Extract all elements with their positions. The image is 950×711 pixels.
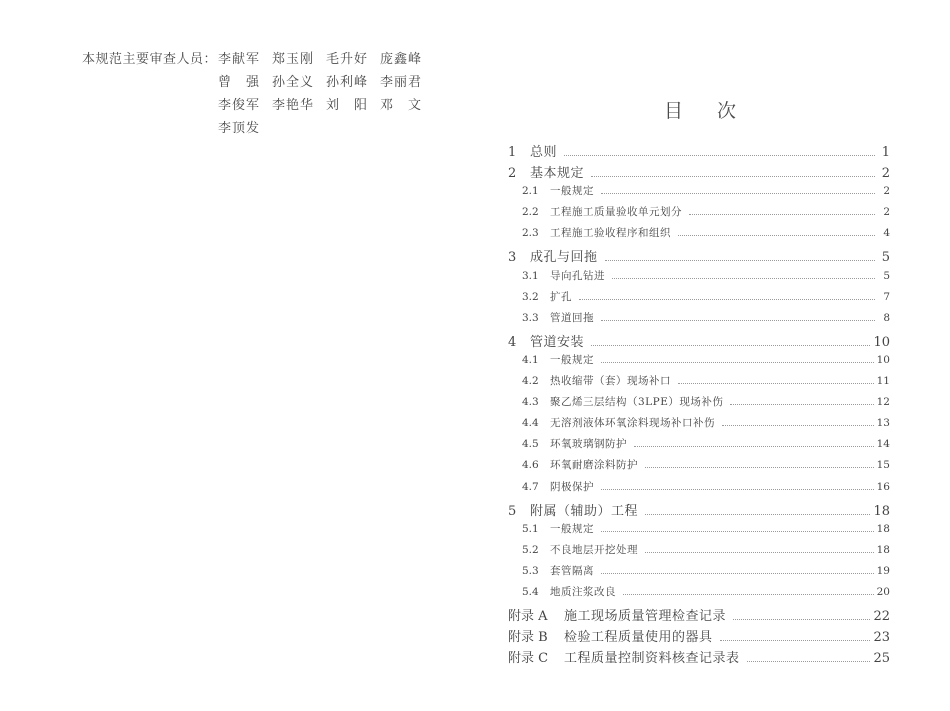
toc-entry-page: 20 [876,585,890,598]
toc-entry-number: 5 [508,503,517,519]
toc-entry[interactable] [508,331,890,352]
toc-leader-dots [678,230,875,237]
toc-entry-number: 3.3 [522,311,539,324]
toc-leader-dots [601,567,874,574]
toc-leader-dots [601,356,874,363]
toc-entry-number: 5.2 [522,543,539,556]
reviewers-names [218,48,458,140]
toc-leader-dots [601,314,875,321]
reviewer-name: 李俊军 [218,98,261,113]
toc-entry-page: 7 [883,290,890,303]
reviewer-row [218,71,458,94]
toc-entry-title: 一般规定 [550,522,594,535]
toc-leader-dots [678,377,874,384]
toc-leader-dots [601,483,874,490]
toc-entry-title: 施工现场质量管理检查记录 [564,609,727,625]
toc-entry-title: 工程质量控制资料核查记录表 [564,651,740,667]
toc-entry-number: 3 [508,250,517,266]
toc-entry-page: 2 [883,185,890,198]
toc-entry-page: 11 [876,375,890,388]
toc-entry-number: 2.2 [522,206,539,219]
toc-entry-number: 2.1 [522,185,539,198]
toc-leader-dots [689,209,875,216]
toc-entry-title: 一般规定 [550,185,594,198]
toc-entry[interactable] [508,183,890,204]
toc-entry-page: 15 [876,459,890,472]
toc-entry-number: 2.3 [522,227,539,240]
toc-entry-page: 2 [881,166,890,182]
reviewer-name: 刘 阳 [326,98,369,113]
toc-entry-number: 1 [508,145,517,160]
toc-entry-title: 管道安装 [530,334,585,350]
toc-entry-number: 4 [508,334,517,350]
toc-leader-dots [591,169,875,177]
toc-entry-number: 4.2 [522,375,539,388]
toc-entry-title: 扩孔 [550,290,572,303]
toc-leader-dots [720,633,871,641]
toc-title: 目次 [664,100,771,122]
toc-entry-page: 14 [876,438,890,451]
toc-entry[interactable] [508,204,890,225]
toc-entry[interactable] [508,436,890,457]
toc-entry[interactable] [508,521,890,542]
toc-entry-page: 18 [876,522,890,535]
toc-entry-number: 附录 C [508,651,549,667]
toc-entry-page: 10 [873,334,890,350]
toc-entry-page: 18 [873,503,890,519]
toc-entry-page: 2 [883,206,890,219]
toc-leader-dots [579,293,875,300]
reviewer-name: 李顶发 [218,121,261,136]
toc-entry[interactable] [508,500,890,521]
toc-entry-page: 4 [883,227,890,240]
toc-leader-dots [601,187,875,194]
toc-entry[interactable] [508,310,890,331]
toc-entry[interactable] [508,605,890,626]
toc-entry[interactable] [508,289,890,310]
toc-leader-dots [601,525,874,532]
toc-entry-title: 环氧玻璃钢防护 [550,438,627,451]
toc-entry-title: 检验工程质量使用的器具 [564,630,713,646]
toc-entry-page: 8 [883,311,890,324]
toc-entry-number: 3.1 [522,269,539,282]
toc-leader-dots [623,588,874,595]
toc-entry-title: 工程施工质量验收单元划分 [550,206,682,219]
toc-leader-dots [634,441,874,448]
reviewer-name: 李献军 [218,52,261,67]
toc-entry[interactable] [508,141,890,162]
toc-entry[interactable] [508,415,890,436]
toc-entry-number: 5.4 [522,585,539,598]
reviewer-row [218,48,458,71]
reviewer-name: 孙利峰 [326,75,369,90]
toc-leader-dots [645,462,874,469]
reviewer-row [218,94,458,117]
toc-entry[interactable] [508,225,890,246]
toc-entry-title: 地质注浆改良 [550,585,616,598]
toc-entry-title: 不良地层开挖处理 [550,543,638,556]
reviewer-name: 孙全义 [272,75,315,90]
toc-entry[interactable] [508,542,890,563]
toc-leader-dots [730,398,873,405]
toc-entry-number: 2 [508,166,517,182]
toc-entry[interactable] [508,352,890,373]
toc-entry-number: 附录 A [508,609,548,625]
toc-entry-page: 1 [881,145,890,160]
toc-leader-dots [747,654,871,662]
toc-entry-page: 13 [876,417,890,430]
toc-entry-page: 19 [876,564,890,577]
reviewer-name: 庞鑫峰 [380,52,423,67]
toc-entry[interactable] [508,268,890,289]
toc-entry[interactable] [508,584,890,605]
toc-entry-page: 12 [876,396,890,409]
toc-entry-page: 25 [873,651,890,667]
reviewers-label: 本规范主要审查人员： [82,52,218,67]
toc-entry-title: 成孔与回拖 [530,250,598,266]
reviewer-name: 毛升好 [326,52,369,67]
toc-leader-dots [722,419,874,426]
toc-entry-number: 4.4 [522,417,539,430]
toc-entry-title: 管道回拖 [550,311,594,324]
toc-leader-dots [605,253,875,261]
reviewer-name: 李艳华 [272,98,315,113]
toc-entry-number: 4.5 [522,438,539,451]
toc-entry[interactable] [508,373,890,394]
toc-entry-number: 4.6 [522,459,539,472]
toc-entry-page: 10 [876,353,890,366]
toc-entry-title: 一般规定 [550,353,594,366]
toc-entry-page: 5 [883,269,890,282]
toc-entry-title: 总则 [530,145,558,160]
reviewer-name: 曾 强 [218,75,261,90]
toc-entry[interactable] [508,246,890,267]
toc-entry-page: 5 [881,250,890,266]
toc-entry-number: 3.2 [522,290,539,303]
toc-entry-page: 18 [876,543,890,556]
toc-entry[interactable] [508,162,890,183]
reviewer-name: 邓 文 [380,98,423,113]
toc-entry-title: 基本规定 [530,166,585,182]
toc-entry-title: 附属（辅助）工程 [530,503,639,519]
toc-entry-title: 套管隔离 [550,564,594,577]
toc-leader-dots [733,612,870,620]
toc-entry-number: 5.1 [522,522,539,535]
toc-entry-title: 阴极保护 [550,480,594,493]
toc-entry[interactable] [508,394,890,415]
toc-entry-number: 5.3 [522,564,539,577]
toc-leader-dots [612,272,875,279]
toc-entry[interactable] [508,563,890,584]
toc-entry[interactable] [508,457,890,478]
toc-entry-page: 22 [873,609,890,625]
toc-entry-number: 4.3 [522,396,539,409]
toc-entry-number: 4.1 [522,353,539,366]
reviewer-name: 李丽君 [380,75,423,90]
table-of-contents [508,141,890,668]
toc-entry-title: 热收缩带（套）现场补口 [550,375,671,388]
toc-entry[interactable] [508,626,890,647]
toc-leader-dots [591,338,870,346]
reviewer-name: 郑玉刚 [272,52,315,67]
reviewer-row [218,117,458,140]
toc-leader-dots [645,546,874,553]
toc-entry-title: 导向孔钻进 [550,269,605,282]
toc-entry-page: 23 [873,630,890,646]
toc-entry-title: 无溶剂液体环氧涂料现场补口补伤 [550,417,715,430]
toc-entry-title: 聚乙烯三层结构（3LPE）现场补伤 [550,396,724,409]
toc-entry-title: 环氧耐磨涂料防护 [550,459,638,472]
toc-entry-number: 附录 B [508,630,548,646]
toc-entry-title: 工程施工验收程序和组织 [550,227,671,240]
toc-leader-dots [645,506,870,514]
toc-entry[interactable] [508,647,890,668]
toc-leader-dots [564,148,875,156]
toc-entry-number: 4.7 [522,480,539,493]
toc-entry[interactable] [508,479,890,500]
toc-entry-page: 16 [876,480,890,493]
